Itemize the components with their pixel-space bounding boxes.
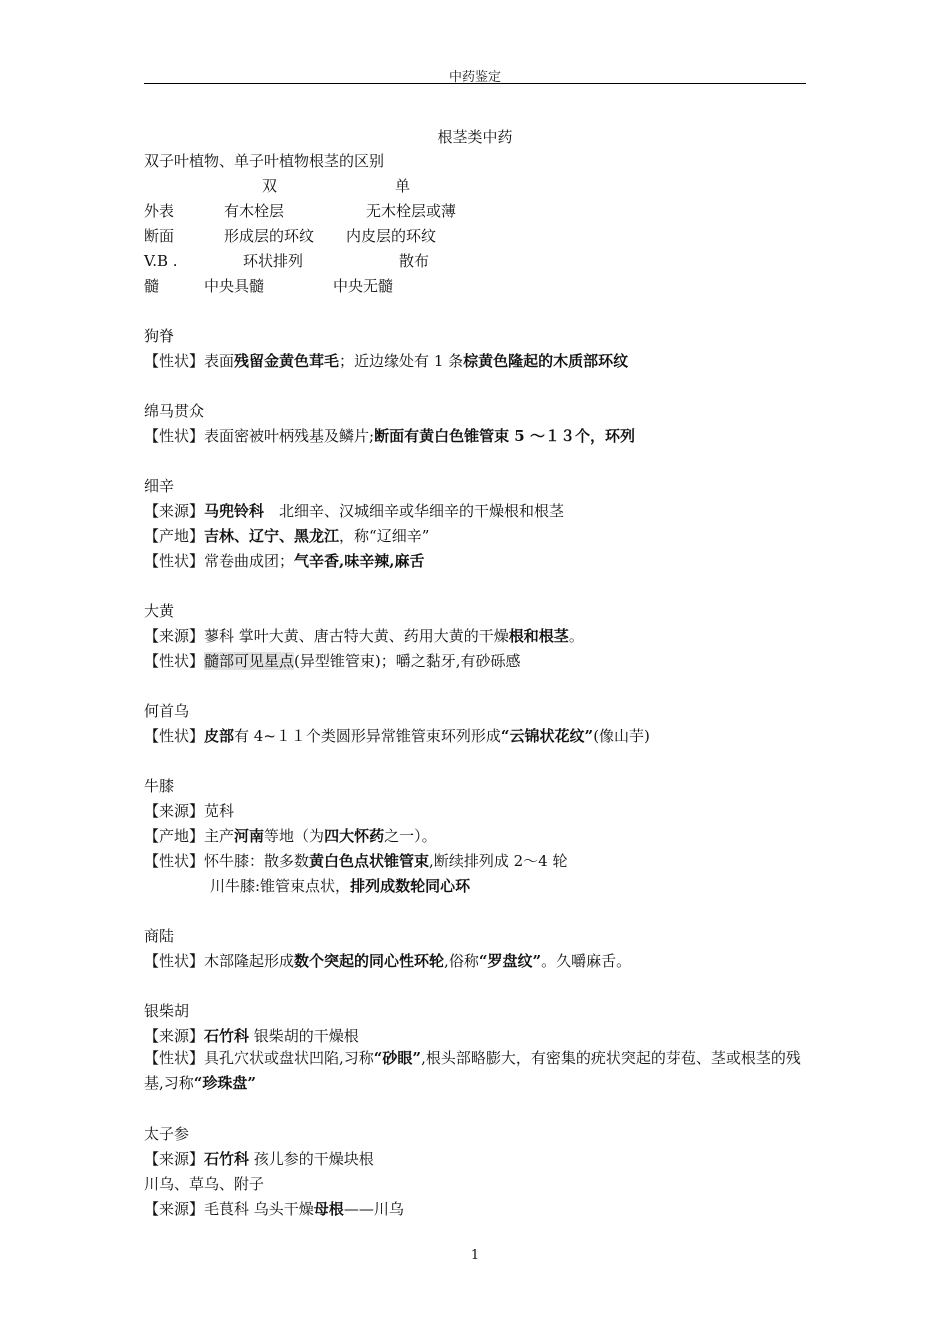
row-monocot: 无木栓层或薄 — [366, 202, 457, 220]
compare-row — [144, 201, 844, 221]
row-label: V.B . — [144, 252, 178, 270]
yinchaihu-source: 【来源】石竹科 银柴胡的干燥根 — [144, 1027, 359, 1045]
row-monocot: 内皮层的环纹 — [346, 227, 437, 245]
niuxi-properties-2: 川牛膝:锥管束点状，排列成数轮同心环 — [210, 877, 471, 895]
tag-source: 【来源】 — [144, 802, 205, 820]
compare-heading: 双子叶植物、单子叶植物根茎的区别 — [144, 152, 385, 170]
xixin-properties: 【性状】常卷曲成团；气辛香,味辛辣,麻舌 — [144, 552, 425, 570]
herb-name-xixin: 细辛 — [144, 477, 175, 495]
herb-name-mianma: 绵马贯众 — [144, 402, 205, 420]
herb-name-yinchaihu: 银柴胡 — [144, 1002, 190, 1020]
row-dicot: 有木栓层 — [224, 202, 285, 220]
chuanwu-source: 【来源】毛茛科 乌头干燥母根——川乌 — [144, 1200, 404, 1218]
xixin-source: 【来源】马兜铃科 北细辛、汉城细辛或华细辛的干燥根和根茎 — [144, 502, 565, 520]
herb-name-heshouwu: 何首乌 — [144, 702, 190, 720]
herb-name-dahuang: 大黄 — [144, 602, 175, 620]
row-monocot: 散布 — [399, 252, 430, 270]
herb-name-chuanwu: 川乌、草乌、附子 — [144, 1175, 265, 1193]
yinchaihu-properties: 【性状】具孔穴状或盘状凹陷,习称“砂眼”,根头部略膨大，有密集的疣状突起的芽苞、茎或根茎的残基,习称“珍珠盘” — [144, 1049, 801, 1092]
compare-header-row — [0, 176, 950, 196]
niuxi-source: 【来源】苋科 — [144, 802, 235, 820]
row-monocot: 中央无髓 — [333, 277, 394, 295]
tag-properties: 【性状】 — [144, 552, 205, 570]
tag-origin: 【产地】 — [144, 527, 205, 545]
shanglu-properties: 【性状】木部隆起形成数个突起的同心性环轮,俗称“罗盘纹”。久嚼麻舌。 — [144, 952, 632, 970]
tag-properties: 【性状】 — [144, 727, 205, 745]
page-number: 1 — [470, 1248, 480, 1263]
compare-row — [144, 276, 844, 296]
header-divider — [144, 83, 806, 84]
heshouwu-properties: 【性状】皮部有 4~１１个类圆形异常锥管束环列形成“云锦状花纹”(像山芋) — [144, 727, 650, 745]
tag-properties: 【性状】 — [144, 952, 205, 970]
tag-properties: 【性状】 — [144, 352, 205, 370]
row-dicot: 形成层的环纹 — [224, 227, 315, 245]
col-dicot: 双 — [262, 177, 278, 195]
niuxi-properties: 【性状】怀牛膝：散多数黄白色点状锥管束,断续排列成 2～4 轮 — [144, 852, 568, 870]
niuxi-origin: 【产地】主产河南等地（为四大怀药之一）。 — [144, 827, 437, 845]
page-header-title: 中药鉴定 — [448, 70, 501, 85]
herb-name-taizishen: 太子参 — [144, 1125, 190, 1143]
row-label: 断面 — [144, 227, 175, 245]
tag-source: 【来源】 — [144, 1200, 205, 1218]
herb-name-niuxi: 牛膝 — [144, 777, 175, 795]
row-label: 髓 — [144, 277, 160, 295]
dahuang-source: 【来源】蓼科 掌叶大黄、唐古特大黄、药用大黄的干燥根和根茎。 — [144, 627, 584, 645]
document-title: 根茎类中药 — [437, 128, 513, 146]
compare-row — [144, 226, 844, 246]
highlighted-text: 髓部可见星点 — [204, 652, 295, 670]
tag-source: 【来源】 — [144, 1027, 205, 1045]
row-dicot: 环状排列 — [243, 252, 304, 270]
col-monocot: 单 — [395, 177, 411, 195]
tag-source: 【来源】 — [144, 1150, 205, 1168]
taizishen-source: 【来源】石竹科 孩儿参的干燥块根 — [144, 1150, 374, 1168]
herb-name-shanglu: 商陆 — [144, 927, 175, 945]
tag-origin: 【产地】 — [144, 827, 205, 845]
compare-row — [144, 251, 844, 271]
herb-name-gouji: 狗脊 — [144, 327, 175, 345]
row-label: 外表 — [144, 202, 175, 220]
dahuang-properties: 【性状】髓部可见星点(异型锥管束)；嚼之黏牙,有砂砾感 — [144, 652, 521, 670]
tag-properties: 【性状】 — [144, 852, 205, 870]
gouji-properties: 【性状】表面残留金黄色茸毛；近边缘处有 1 条棕黄色隆起的木质部环纹 — [144, 352, 629, 370]
tag-properties: 【性状】 — [144, 427, 205, 445]
tag-source: 【来源】 — [144, 627, 205, 645]
tag-properties: 【性状】 — [144, 652, 205, 670]
tag-source: 【来源】 — [144, 502, 205, 520]
tag-properties: 【性状】 — [144, 1049, 205, 1067]
row-dicot: 中央具髓 — [204, 277, 265, 295]
mianma-properties: 【性状】表面密被叶柄残基及鳞片;断面有黄白色锥管束 5 ～１３个，环列 — [144, 427, 635, 445]
xixin-origin: 【产地】吉林、辽宁、黑龙江，称“辽细辛” — [144, 527, 430, 545]
